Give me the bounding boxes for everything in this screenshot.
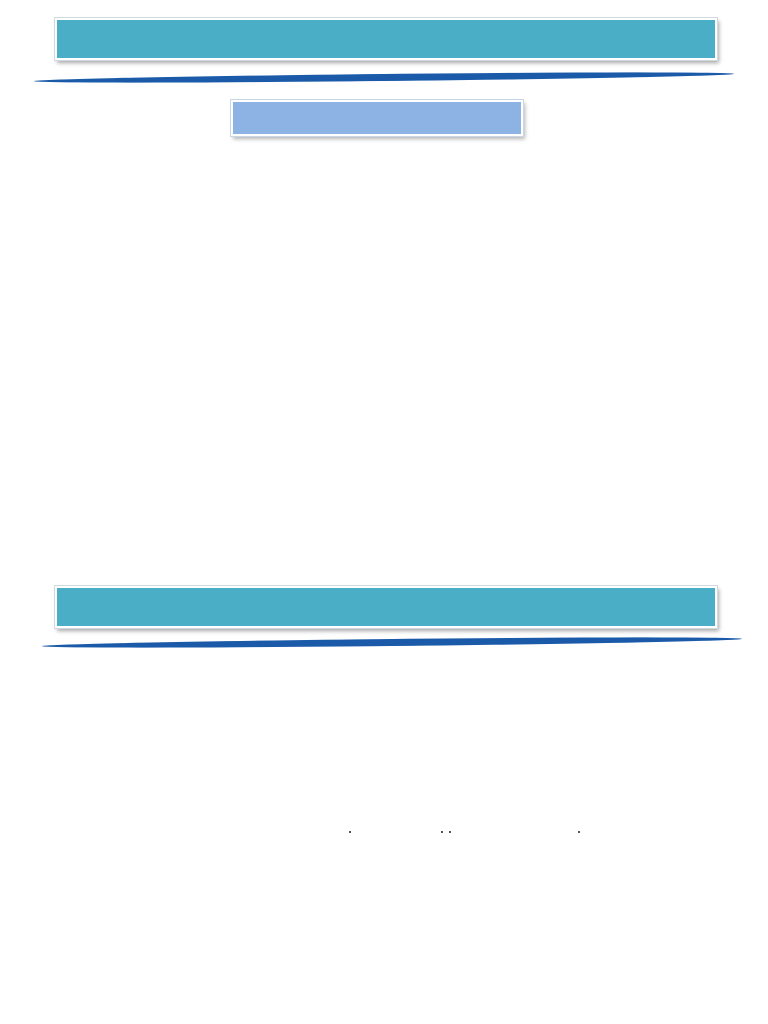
stray-mark xyxy=(349,831,351,833)
stray-mark xyxy=(441,831,443,833)
module-title-banner xyxy=(55,18,717,60)
iot-process-diagram xyxy=(128,760,638,810)
stray-mark xyxy=(578,831,580,833)
section-title-banner xyxy=(55,586,717,628)
section-underline xyxy=(42,635,742,649)
process-chevrons-graphic xyxy=(128,760,638,810)
contents-heading xyxy=(231,100,523,136)
stray-mark xyxy=(449,831,451,833)
banner-underline xyxy=(34,70,734,84)
